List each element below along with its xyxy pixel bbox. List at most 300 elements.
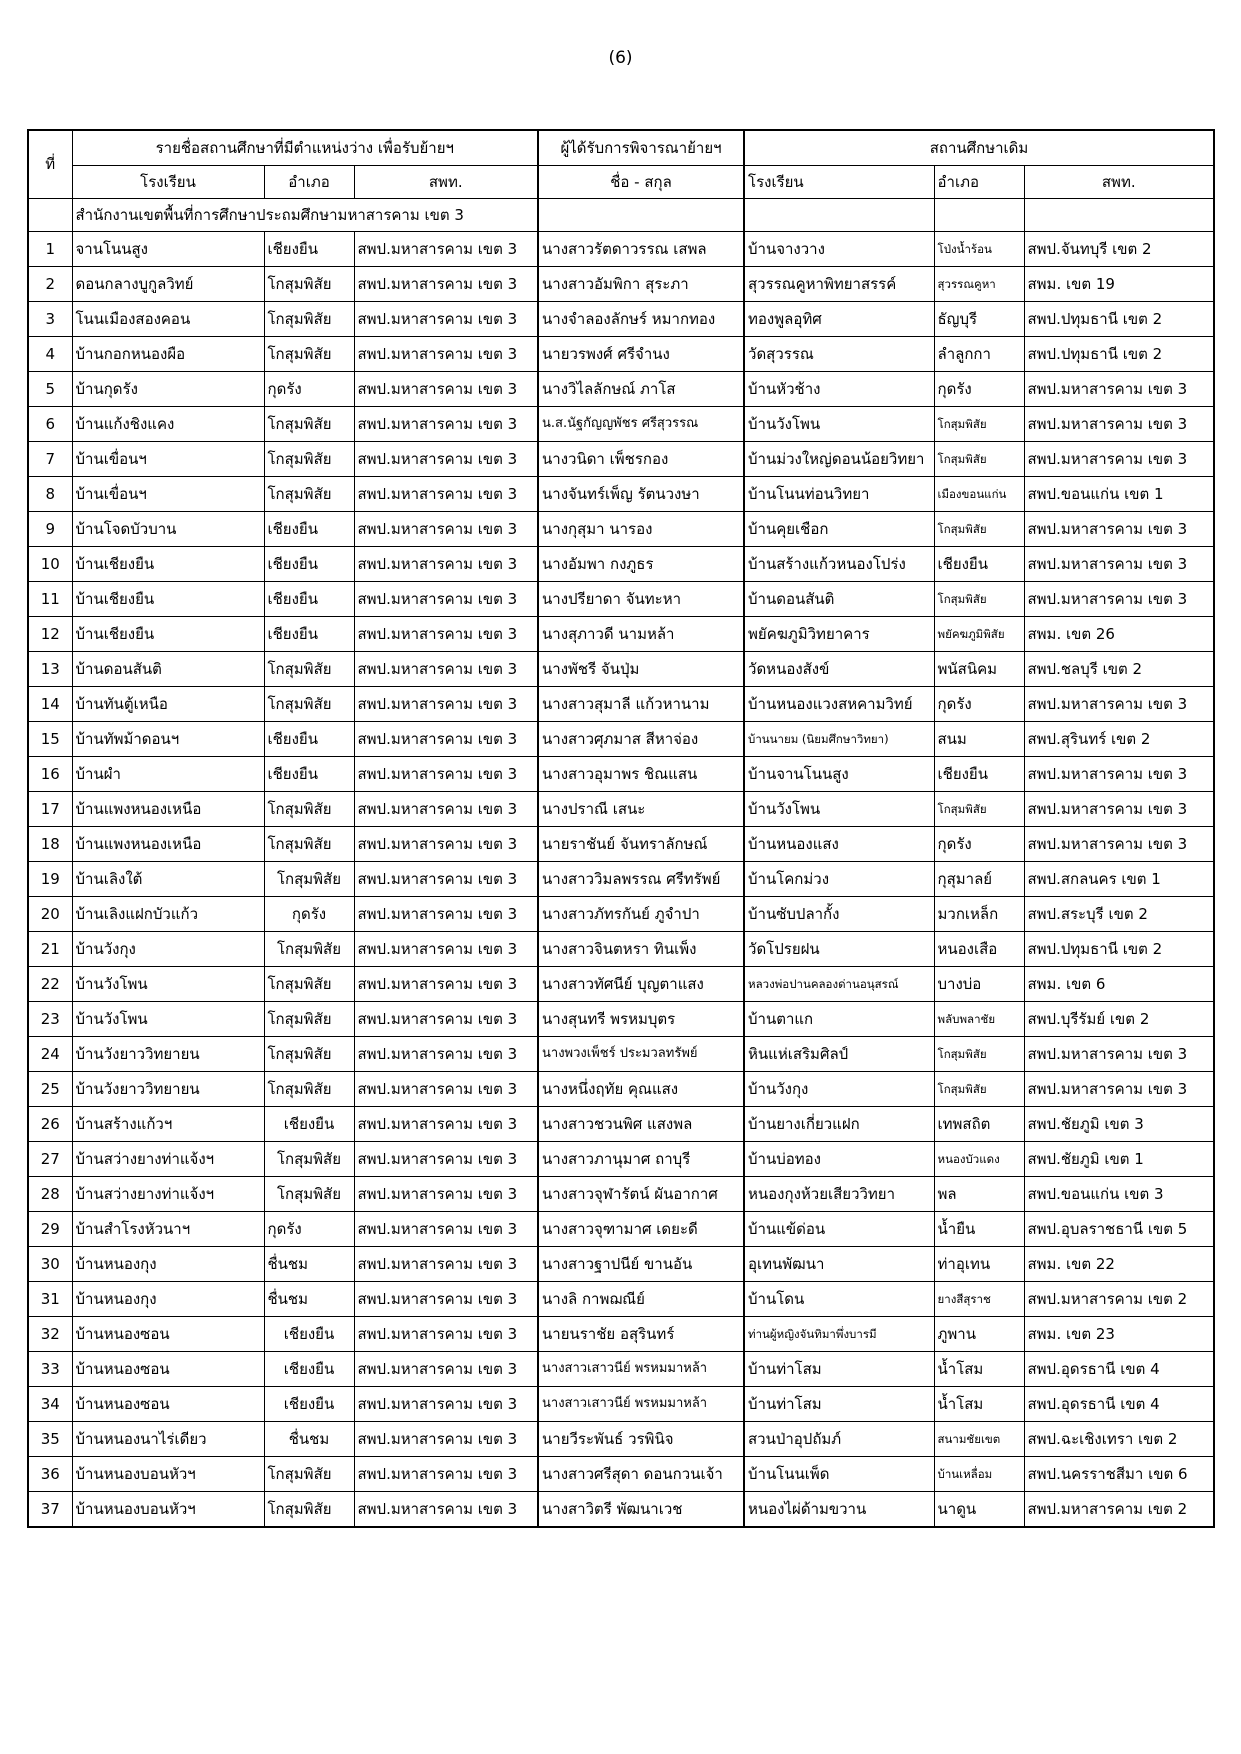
- row-number: 28: [28, 1177, 72, 1212]
- vacancy-district: ชื่นชม: [264, 1282, 354, 1317]
- vacancy-school: บ้านเชียงยืน: [72, 547, 264, 582]
- origin-school: บ้านม่วงใหญ่ดอนน้อยวิทยา: [744, 442, 934, 477]
- table-row: [28, 477, 1214, 512]
- origin-school: บ้านจางวาง: [744, 232, 934, 267]
- origin-district: โป่งน้ำร้อน: [934, 232, 1024, 267]
- person-name: นางพัชรี จันปุ่ม: [538, 652, 744, 687]
- origin-office: สพป.มหาสารคาม เขต 3: [1024, 757, 1214, 792]
- row-number: 23: [28, 1002, 72, 1037]
- vacancy-district: โกสุมพิสัย: [264, 267, 354, 302]
- vacancy-school: บ้านทันตู้เหนือ: [72, 687, 264, 722]
- table-row: [28, 617, 1214, 652]
- vacancy-school: บ้านวังโพน: [72, 1002, 264, 1037]
- vacancy-school: บ้านหนองซอน: [72, 1352, 264, 1387]
- vacancy-school: บ้านเชียงยืน: [72, 617, 264, 652]
- origin-district: สนม: [934, 722, 1024, 757]
- vacancy-district: โกสุมพิสัย: [264, 442, 354, 477]
- vacancy-school: บ้านหนองนาไร่เดียว: [72, 1422, 264, 1457]
- origin-school: บ้านโคกม่วง: [744, 862, 934, 897]
- table-row: [28, 652, 1214, 687]
- person-name: นางสุภาวดี นามหล้า: [538, 617, 744, 652]
- person-name: นางสาวจุฬารัตน์ ผันอากาศ: [538, 1177, 744, 1212]
- origin-school: ทองพูลอุทิศ: [744, 302, 934, 337]
- vacancy-office: สพป.มหาสารคาม เขต 3: [354, 1387, 538, 1422]
- origin-office: สพม. เขต 22: [1024, 1247, 1214, 1282]
- origin-office: สพม. เขต 19: [1024, 267, 1214, 302]
- origin-office: สพป.ขอนแก่น เขต 3: [1024, 1177, 1214, 1212]
- origin-office: สพป.อุดรธานี เขต 4: [1024, 1352, 1214, 1387]
- origin-district: โกสุมพิสัย: [934, 407, 1024, 442]
- origin-district: กุดรัง: [934, 372, 1024, 407]
- vacancy-district: เชียงยืน: [264, 512, 354, 547]
- origin-school: บ้านบ่อทอง: [744, 1142, 934, 1177]
- row-number: 19: [28, 862, 72, 897]
- row-number: 27: [28, 1142, 72, 1177]
- person-name: นางหนึ่งฤทัย คุณแสง: [538, 1072, 744, 1107]
- vacancy-office: สพป.มหาสารคาม เขต 3: [354, 897, 538, 932]
- table-row: [28, 1422, 1214, 1457]
- origin-district: พยัคฆภูมิพิสัย: [934, 617, 1024, 652]
- origin-school: บ้านคุยเชือก: [744, 512, 934, 547]
- vacancy-office: สพป.มหาสารคาม เขต 3: [354, 617, 538, 652]
- vacancy-office: สพป.มหาสารคาม เขต 3: [354, 1282, 538, 1317]
- person-name: นางสาวสุมาลี แก้วหานาม: [538, 687, 744, 722]
- origin-office: สพป.ชัยภูมิ เขต 3: [1024, 1107, 1214, 1142]
- header-row-2: [28, 166, 1214, 199]
- person-name: นางสาวฐาปนีย์ ขานอัน: [538, 1247, 744, 1282]
- vacancy-district: เชียงยืน: [264, 232, 354, 267]
- table-row: [28, 897, 1214, 932]
- person-name: นางสาวศุภมาส สีหาจ่อง: [538, 722, 744, 757]
- origin-office: สพป.สุรินทร์ เขต 2: [1024, 722, 1214, 757]
- row-number: 3: [28, 302, 72, 337]
- vacancy-district: โกสุมพิสัย: [264, 302, 354, 337]
- person-name: นางสาวรัตดาวรรณ เสพล: [538, 232, 744, 267]
- vacancy-school: บ้านทัพม้าดอนฯ: [72, 722, 264, 757]
- origin-district: โกสุมพิสัย: [934, 442, 1024, 477]
- row-number: 22: [28, 967, 72, 1002]
- person-name: นางกุสุมา นารอง: [538, 512, 744, 547]
- vacancy-office: สพป.มหาสารคาม เขต 3: [354, 1457, 538, 1492]
- header-origin-group: สถานศึกษาเดิม: [744, 130, 1214, 166]
- table-row: [28, 1387, 1214, 1422]
- origin-school: บ้านสร้างแก้วหนองโปร่ง: [744, 547, 934, 582]
- vacancy-district: กุดรัง: [264, 1212, 354, 1247]
- person-name: นางสาวภานุมาศ ถาบุรี: [538, 1142, 744, 1177]
- vacancy-school: บ้านเชียงยืน: [72, 582, 264, 617]
- origin-office: สพป.มหาสารคาม เขต 3: [1024, 1072, 1214, 1107]
- vacancy-school: บ้านกอกหนองผือ: [72, 337, 264, 372]
- vacancy-district: เชียงยืน: [264, 547, 354, 582]
- origin-school: บ้านหนองแสง: [744, 827, 934, 862]
- origin-school: บ้านท่าโสม: [744, 1387, 934, 1422]
- person-name: นางจันทร์เพ็ญ รัตนวงษา: [538, 477, 744, 512]
- origin-school: บ้านตาแก: [744, 1002, 934, 1037]
- origin-school: บ้านโดน: [744, 1282, 934, 1317]
- origin-school: หนองไผ่ด้ามขวาน: [744, 1492, 934, 1528]
- person-name: นางอัมพา กงภูธร: [538, 547, 744, 582]
- origin-office: สพป.มหาสารคาม เขต 2: [1024, 1282, 1214, 1317]
- vacancy-school: บ้านวังยาววิทยายน: [72, 1037, 264, 1072]
- person-name: นายนราชัย อสุรินทร์: [538, 1317, 744, 1352]
- vacancy-district: ชื่นชม: [264, 1422, 354, 1457]
- vacancy-office: สพป.มหาสารคาม เขต 3: [354, 1317, 538, 1352]
- section-no-cell: [28, 199, 72, 232]
- vacancy-school: บ้านเขื่อนฯ: [72, 477, 264, 512]
- vacancy-office: สพป.มหาสารคาม เขต 3: [354, 1037, 538, 1072]
- vacancy-office: สพป.มหาสารคาม เขต 3: [354, 512, 538, 547]
- person-name: นางพวงเพ็ชร์ ประมวลทรัพย์: [538, 1037, 744, 1072]
- person-name: นางวนิดา เพ็ชรกอง: [538, 442, 744, 477]
- origin-district: โกสุมพิสัย: [934, 1037, 1024, 1072]
- section-row: [28, 199, 1214, 232]
- vacancy-office: สพป.มหาสารคาม เขต 3: [354, 792, 538, 827]
- vacancy-office: สพป.มหาสารคาม เขต 3: [354, 1002, 538, 1037]
- vacancy-school: บ้านกุดรัง: [72, 372, 264, 407]
- vacancy-district: กุดรัง: [264, 372, 354, 407]
- vacancy-school: บ้านดอนสันติ: [72, 652, 264, 687]
- table-row: [28, 372, 1214, 407]
- vacancy-school: โนนเมืองสองคอน: [72, 302, 264, 337]
- table-row: [28, 1002, 1214, 1037]
- origin-district: บ้านเหลื่อม: [934, 1457, 1024, 1492]
- row-number: 17: [28, 792, 72, 827]
- origin-district: ท่าอุเทน: [934, 1247, 1024, 1282]
- vacancy-office: สพป.มหาสารคาม เขต 3: [354, 442, 538, 477]
- origin-school: บ้านวังกุง: [744, 1072, 934, 1107]
- origin-office: สพป.มหาสารคาม เขต 3: [1024, 1037, 1214, 1072]
- table-row: [28, 547, 1214, 582]
- origin-district: เมืองขอนแก่น: [934, 477, 1024, 512]
- vacancy-district: โกสุมพิสัย: [264, 1037, 354, 1072]
- person-name: น.ส.นัฐกัญญพัชร ศรีสุวรรณ: [538, 407, 744, 442]
- person-name: นางจำลองลักษร์ หมากทอง: [538, 302, 744, 337]
- origin-office: สพป.อุดรธานี เขต 4: [1024, 1387, 1214, 1422]
- header-name: ชื่อ - สกุล: [538, 166, 744, 199]
- table-row: [28, 722, 1214, 757]
- origin-district: กุสุมาลย์: [934, 862, 1024, 897]
- transfer-table: [27, 129, 1215, 1528]
- origin-office: สพป.ปทุมธานี เขต 2: [1024, 302, 1214, 337]
- origin-district: ลำลูกกา: [934, 337, 1024, 372]
- origin-office: สพป.ชลบุรี เขต 2: [1024, 652, 1214, 687]
- row-number: 11: [28, 582, 72, 617]
- vacancy-school: บ้านเลิงแฝกบัวแก้ว: [72, 897, 264, 932]
- origin-district: หนองบัวแดง: [934, 1142, 1024, 1177]
- vacancy-district: เชียงยืน: [264, 757, 354, 792]
- vacancy-school: บ้านสว่างยางท่าแจ้งฯ: [72, 1142, 264, 1177]
- header-origin-school: โรงเรียน: [744, 166, 934, 199]
- table-row: [28, 1212, 1214, 1247]
- row-number: 10: [28, 547, 72, 582]
- table-row: [28, 1107, 1214, 1142]
- row-number: 1: [28, 232, 72, 267]
- row-number: 7: [28, 442, 72, 477]
- origin-school: บ้านโนนเพ็ด: [744, 1457, 934, 1492]
- origin-school: วัดหนองสังข์: [744, 652, 934, 687]
- page-number: (6): [608, 48, 633, 68]
- vacancy-office: สพป.มหาสารคาม เขต 3: [354, 1212, 538, 1247]
- row-number: 12: [28, 617, 72, 652]
- vacancy-office: สพป.มหาสารคาม เขต 3: [354, 967, 538, 1002]
- vacancy-district: เชียงยืน: [264, 582, 354, 617]
- origin-school: อุเทนพัฒนา: [744, 1247, 934, 1282]
- person-name: นางสาวจินตหรา ทินเพ็ง: [538, 932, 744, 967]
- row-number: 5: [28, 372, 72, 407]
- vacancy-district: เชียงยืน: [264, 1107, 354, 1142]
- table-row: [28, 757, 1214, 792]
- row-number: 9: [28, 512, 72, 547]
- origin-school: บ้านซับปลากั้ง: [744, 897, 934, 932]
- row-number: 26: [28, 1107, 72, 1142]
- origin-district: กุดรัง: [934, 687, 1024, 722]
- origin-school: หลวงพ่อปานคลองด่านอนุสรณ์: [744, 967, 934, 1002]
- row-number: 24: [28, 1037, 72, 1072]
- vacancy-district: เชียงยืน: [264, 617, 354, 652]
- row-number: 29: [28, 1212, 72, 1247]
- vacancy-school: บ้านหนองกุง: [72, 1282, 264, 1317]
- origin-district: หนองเสือ: [934, 932, 1024, 967]
- table-row: [28, 862, 1214, 897]
- vacancy-office: สพป.มหาสารคาม เขต 3: [354, 582, 538, 617]
- vacancy-school: บ้านผำ: [72, 757, 264, 792]
- vacancy-school: บ้านเขื่อนฯ: [72, 442, 264, 477]
- table-row: [28, 337, 1214, 372]
- vacancy-district: โกสุมพิสัย: [264, 1072, 354, 1107]
- origin-school: สุวรรณคูหาพิทยาสรรค์: [744, 267, 934, 302]
- vacancy-office: สพป.มหาสารคาม เขต 3: [354, 1247, 538, 1282]
- origin-office: สพป.อุบลราชธานี เขต 5: [1024, 1212, 1214, 1247]
- vacancy-office: สพป.มหาสารคาม เขต 3: [354, 1072, 538, 1107]
- vacancy-office: สพป.มหาสารคาม เขต 3: [354, 407, 538, 442]
- row-number: 32: [28, 1317, 72, 1352]
- origin-district: น้ำโสม: [934, 1387, 1024, 1422]
- table-row: [28, 442, 1214, 477]
- vacancy-office: สพป.มหาสารคาม เขต 3: [354, 1177, 538, 1212]
- origin-district: ธัญบุรี: [934, 302, 1024, 337]
- vacancy-office: สพป.มหาสารคาม เขต 3: [354, 862, 538, 897]
- origin-office: สพม. เขต 23: [1024, 1317, 1214, 1352]
- origin-school: บ้านยางเกี่ยวแฝก: [744, 1107, 934, 1142]
- origin-office: สพป.มหาสารคาม เขต 3: [1024, 687, 1214, 722]
- vacancy-office: สพป.มหาสารคาม เขต 3: [354, 932, 538, 967]
- vacancy-school: บ้านหนองซอน: [72, 1387, 264, 1422]
- origin-school: ท่านผู้หญิงจันทิมาพึ่งบารมี: [744, 1317, 934, 1352]
- vacancy-office: สพป.มหาสารคาม เขต 3: [354, 687, 538, 722]
- section-empty-name: [538, 199, 744, 232]
- vacancy-school: บ้านหนองบอนหัวฯ: [72, 1492, 264, 1528]
- vacancy-office: สพป.มหาสารคาม เขต 3: [354, 337, 538, 372]
- vacancy-office: สพป.มหาสารคาม เขต 3: [354, 372, 538, 407]
- origin-office: สพป.มหาสารคาม เขต 3: [1024, 827, 1214, 862]
- person-name: นายวรพงศ์ ศรีจำนง: [538, 337, 744, 372]
- origin-district: น้ำโสม: [934, 1352, 1024, 1387]
- table-row: [28, 407, 1214, 442]
- vacancy-district: กุดรัง: [264, 897, 354, 932]
- origin-school: บ้านโนนท่อนวิทยา: [744, 477, 934, 512]
- row-number: 37: [28, 1492, 72, 1528]
- vacancy-school: บ้านโจดบัวบาน: [72, 512, 264, 547]
- person-name: นางสาวชวนพิศ แสงพล: [538, 1107, 744, 1142]
- person-name: นางสาวอุมาพร ชิณแสน: [538, 757, 744, 792]
- person-name: นายวีระพันธ์ วรพินิจ: [538, 1422, 744, 1457]
- origin-office: สพป.มหาสารคาม เขต 3: [1024, 372, 1214, 407]
- table-row: [28, 512, 1214, 547]
- person-name: นางสาวเสาวนีย์ พรหมมาหล้า: [538, 1387, 744, 1422]
- table-row: [28, 1317, 1214, 1352]
- origin-office: สพป.มหาสารคาม เขต 3: [1024, 582, 1214, 617]
- vacancy-district: เชียงยืน: [264, 1317, 354, 1352]
- row-number: 20: [28, 897, 72, 932]
- section-empty-ooffice: [1024, 199, 1214, 232]
- vacancy-district: โกสุมพิสัย: [264, 407, 354, 442]
- vacancy-office: สพป.มหาสารคาม เขต 3: [354, 652, 538, 687]
- origin-district: สุวรรณคูหา: [934, 267, 1024, 302]
- origin-office: สพป.มหาสารคาม เขต 3: [1024, 442, 1214, 477]
- origin-office: สพป.มหาสารคาม เขต 3: [1024, 512, 1214, 547]
- person-name: นางลิ กาพฌณีย์: [538, 1282, 744, 1317]
- table-row: [28, 1037, 1214, 1072]
- vacancy-office: สพป.มหาสารคาม เขต 3: [354, 1352, 538, 1387]
- vacancy-district: เชียงยืน: [264, 1387, 354, 1422]
- section-empty-odistrict: [934, 199, 1024, 232]
- origin-school: พยัคฆภูมิวิทยาคาร: [744, 617, 934, 652]
- origin-school: วัดสุวรรณ: [744, 337, 934, 372]
- person-name: นางสาวภัทรกันย์ ภูจำปา: [538, 897, 744, 932]
- vacancy-office: สพป.มหาสารคาม เขต 3: [354, 267, 538, 302]
- origin-district: เชียงยืน: [934, 547, 1024, 582]
- vacancy-office: สพป.มหาสารคาม เขต 3: [354, 757, 538, 792]
- vacancy-district: โกสุมพิสัย: [264, 1492, 354, 1528]
- origin-district: โกสุมพิสัย: [934, 792, 1024, 827]
- header-district: อำเภอ: [264, 166, 354, 199]
- origin-school: หนองกุงห้วยเสียววิทยา: [744, 1177, 934, 1212]
- origin-district: กุดรัง: [934, 827, 1024, 862]
- origin-office: สพป.สกลนคร เขต 1: [1024, 862, 1214, 897]
- table-row: [28, 1142, 1214, 1177]
- origin-school: บ้านวังโพน: [744, 792, 934, 827]
- origin-school: บ้านแข้ด่อน: [744, 1212, 934, 1247]
- origin-school: บ้านหนองแวงสหคามวิทย์: [744, 687, 934, 722]
- vacancy-office: สพป.มหาสารคาม เขต 3: [354, 1107, 538, 1142]
- origin-district: โกสุมพิสัย: [934, 512, 1024, 547]
- vacancy-office: สพป.มหาสารคาม เขต 3: [354, 547, 538, 582]
- person-name: นางปรียาดา จันทะหา: [538, 582, 744, 617]
- vacancy-school: จานโนนสูง: [72, 232, 264, 267]
- vacancy-district: โกสุมพิสัย: [264, 792, 354, 827]
- origin-office: สพป.นครราชสีมา เขต 6: [1024, 1457, 1214, 1492]
- origin-district: ยางสีสุราช: [934, 1282, 1024, 1317]
- row-number: 16: [28, 757, 72, 792]
- origin-district: ภูพาน: [934, 1317, 1024, 1352]
- header-origin-district: อำเภอ: [934, 166, 1024, 199]
- origin-district: พนัสนิคม: [934, 652, 1024, 687]
- vacancy-school: บ้านหนองกุง: [72, 1247, 264, 1282]
- row-number: 34: [28, 1387, 72, 1422]
- table-row: [28, 1457, 1214, 1492]
- table-row: [28, 792, 1214, 827]
- vacancy-school: บ้านหนองบอนหัวฯ: [72, 1457, 264, 1492]
- vacancy-school: บ้านแก้งชิงแคง: [72, 407, 264, 442]
- origin-district: สนามชัยเขต: [934, 1422, 1024, 1457]
- origin-district: พลับพลาชัย: [934, 1002, 1024, 1037]
- vacancy-office: สพป.มหาสารคาม เขต 3: [354, 1492, 538, 1528]
- header-no: ที่: [28, 130, 72, 199]
- vacancy-district: โกสุมพิสัย: [264, 967, 354, 1002]
- row-number: 21: [28, 932, 72, 967]
- vacancy-district: โกสุมพิสัย: [264, 1177, 354, 1212]
- vacancy-school: บ้านแพงหนองเหนือ: [72, 827, 264, 862]
- vacancy-office: สพป.มหาสารคาม เขต 3: [354, 827, 538, 862]
- origin-district: โกสุมพิสัย: [934, 582, 1024, 617]
- row-number: 15: [28, 722, 72, 757]
- person-name: นางสาววิมลพรรณ ศรีทรัพย์: [538, 862, 744, 897]
- origin-office: สพป.ปทุมธานี เขต 2: [1024, 932, 1214, 967]
- section-empty-oschool: [744, 199, 934, 232]
- vacancy-district: โกสุมพิสัย: [264, 477, 354, 512]
- row-number: 13: [28, 652, 72, 687]
- vacancy-school: บ้านวังโพน: [72, 967, 264, 1002]
- person-name: นางปราณี เสนะ: [538, 792, 744, 827]
- vacancy-school: บ้านสร้างแก้วฯ: [72, 1107, 264, 1142]
- vacancy-district: โกสุมพิสัย: [264, 862, 354, 897]
- person-name: นางสาวิตรี พัฒนาเวช: [538, 1492, 744, 1528]
- origin-office: สพป.มหาสารคาม เขต 3: [1024, 407, 1214, 442]
- vacancy-office: สพป.มหาสารคาม เขต 3: [354, 477, 538, 512]
- table-row: [28, 1492, 1214, 1528]
- vacancy-school: ดอนกลางบูกูลวิทย์: [72, 267, 264, 302]
- origin-office: สพม. เขต 6: [1024, 967, 1214, 1002]
- origin-district: พล: [934, 1177, 1024, 1212]
- vacancy-district: โกสุมพิสัย: [264, 932, 354, 967]
- origin-school: บ้านท่าโสม: [744, 1352, 934, 1387]
- origin-district: โกสุมพิสัย: [934, 1072, 1024, 1107]
- vacancy-district: โกสุมพิสัย: [264, 687, 354, 722]
- origin-school: บ้านนายม (นิยมศึกษาวิทยา): [744, 722, 934, 757]
- origin-district: มวกเหล็ก: [934, 897, 1024, 932]
- origin-school: บ้านจานโนนสูง: [744, 757, 934, 792]
- origin-district: เชียงยืน: [934, 757, 1024, 792]
- row-number: 14: [28, 687, 72, 722]
- row-number: 18: [28, 827, 72, 862]
- row-number: 25: [28, 1072, 72, 1107]
- vacancy-office: สพป.มหาสารคาม เขต 3: [354, 1422, 538, 1457]
- origin-office: สพป.ปทุมธานี เขต 2: [1024, 337, 1214, 372]
- person-name: นางสาวทัศนีย์ บุญตาแสง: [538, 967, 744, 1002]
- table-row: [28, 1177, 1214, 1212]
- row-number: 6: [28, 407, 72, 442]
- row-number: 2: [28, 267, 72, 302]
- vacancy-office: สพป.มหาสารคาม เขต 3: [354, 232, 538, 267]
- origin-office: สพป.ฉะเชิงเทรา เขต 2: [1024, 1422, 1214, 1457]
- origin-district: บางบ่อ: [934, 967, 1024, 1002]
- person-name: นายราชันย์ จันทราลักษณ์: [538, 827, 744, 862]
- vacancy-school: บ้านแพงหนองเหนือ: [72, 792, 264, 827]
- table-row: [28, 302, 1214, 337]
- row-number: 35: [28, 1422, 72, 1457]
- vacancy-school: บ้านสำโรงหัวนาฯ: [72, 1212, 264, 1247]
- origin-district: น้ำยืน: [934, 1212, 1024, 1247]
- row-number: 30: [28, 1247, 72, 1282]
- vacancy-school: บ้านวังกุง: [72, 932, 264, 967]
- origin-office: สพป.มหาสารคาม เขต 3: [1024, 547, 1214, 582]
- origin-office: สพป.มหาสารคาม เขต 3: [1024, 792, 1214, 827]
- header-school: โรงเรียน: [72, 166, 264, 199]
- origin-office: สพป.บุรีรัมย์ เขต 2: [1024, 1002, 1214, 1037]
- vacancy-district: ชื่นชม: [264, 1247, 354, 1282]
- vacancy-district: เชียงยืน: [264, 1352, 354, 1387]
- origin-school: บ้านดอนสันติ: [744, 582, 934, 617]
